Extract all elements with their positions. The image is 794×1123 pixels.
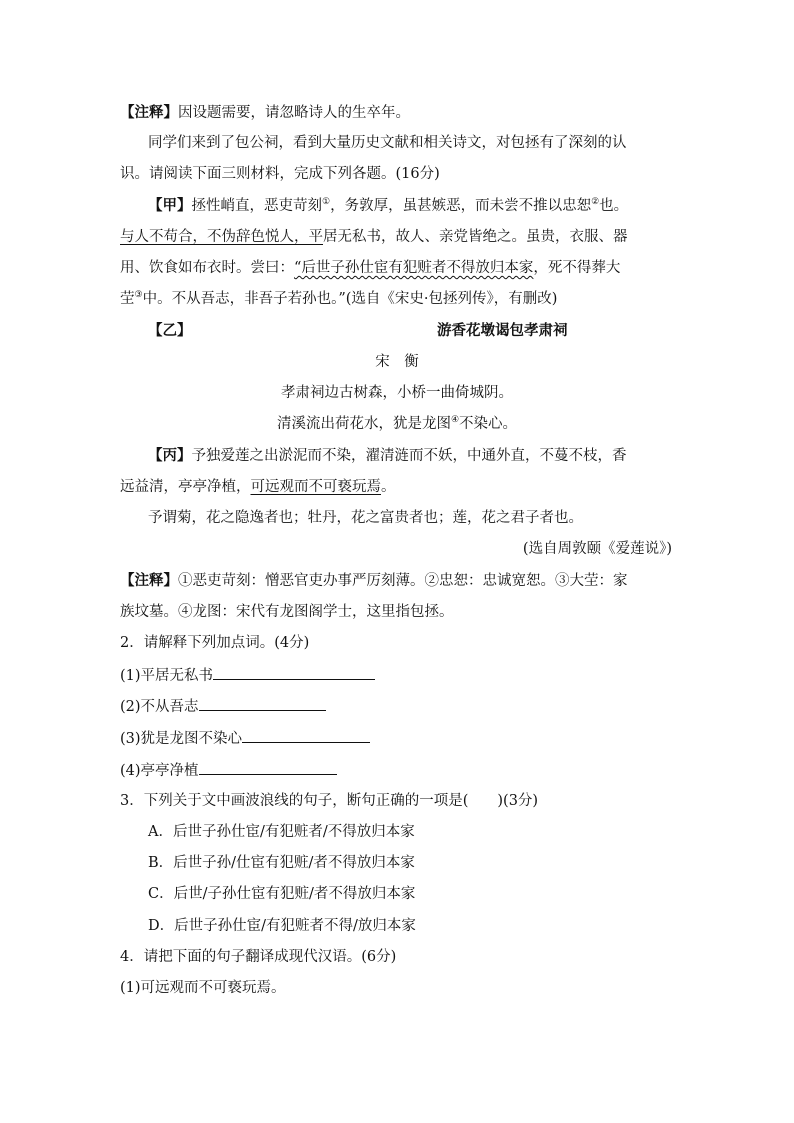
q3-option-d[interactable]: D．后世子孙仕宦/有犯赃者不得/放归本家 [148,918,416,934]
jia-text: 用、饮食如布衣时。尝曰： [120,260,294,276]
q3-option-b[interactable]: B．后世子孙/仕宦有犯赃/者不得放归本家 [148,855,415,871]
q3-option-a[interactable]: A．后世子孙仕宦/有犯赃者/不得放归本家 [148,824,415,840]
note-label: 【注释】 [120,104,178,121]
underlined-sentence: 可远观而不可亵玩焉 [250,479,381,495]
jia-text: ，务敦厚，虽甚嫉恶，而未尝不推以忠恕 [330,198,592,214]
question-3-stem: 3．下列关于文中画波浪线的句子，断句正确的一项是( )(3分) [120,793,539,809]
bing-label: 【丙】 [148,447,192,464]
q2-item-text: (4)亭亭净植 [120,763,199,779]
footnote-mark: ③ [134,290,143,301]
bing-source: (选自周敦颐《爱莲说》) [522,541,672,557]
q4-item-1: (1)可远观而不可亵玩焉。 [120,980,286,996]
jia-text: 居无私书，故人、亲党皆绝之。虽贵，衣服、器 [323,229,628,245]
footnote-mark: ② [591,197,600,208]
answer-blank[interactable] [199,696,326,711]
jia-line-4 [120,289,557,309]
bing-text: 远益清，亭亭净植， [120,479,251,495]
underlined-sentence: 与人不苟合，不伪辞色悦人，平 [120,229,323,245]
poem-text: 不染心。 [459,416,518,432]
q3-option-c[interactable]: C．后世/子孙仕宦有犯赃/者不得放归本家 [148,886,416,902]
note-bottom-line-2: 族坟墓。④龙图：宋代有龙图阁学士，这里指包拯。 [120,604,454,620]
bing-line-3: 予谓菊，花之隐逸者也；牡丹，花之富贵者也；莲，花之君子者也。 [148,510,583,526]
answer-blank[interactable] [199,760,337,775]
q2-item-3 [120,728,370,749]
intro-line-1: 同学们来到了包公祠，看到大量历史文献和相关诗文，对包拯有了深刻的认 [148,135,627,151]
q2-item-text: (3)犹是龙图不染心 [120,731,243,747]
jia-label: 【甲】 [148,197,192,214]
q2-item-4 [120,760,337,781]
note-text: ①恶吏苛刻：憎恶官吏办事严厉刻薄。②忠恕：忠诚宽恕。③大茔：家 [178,573,628,589]
note-text: 因设题需要，请忽略诗人的生卒年。 [178,105,410,121]
yi-label: 【乙】 [148,322,192,339]
poem-title: 游香花墩谒包孝肃祠 [437,322,568,339]
jia-line-2 [120,227,628,247]
answer-blank[interactable] [213,665,375,680]
jia-text: ，死不得葬大 [533,260,621,276]
bing-text: 。 [381,479,396,495]
wavy-sentence: “后世子孙仕宦有犯赃者不得放归本家 [294,260,534,276]
q2-item-2 [120,696,326,717]
bing-line-2 [120,477,396,497]
bing-text: 予独爱莲之出淤泥而不染，濯清涟而不妖，中通外直，不蔓不枝，香 [191,448,627,464]
footnote-mark: ④ [450,415,460,426]
footnote-mark: ① [322,197,331,208]
jia-text: 也。 [599,198,629,214]
q2-item-text: (2)不从吾志 [120,699,199,715]
intro-line-2: 识。请阅读下面三则材料，完成下列各题。(16分) [120,166,440,182]
poem-line-1: 孝肃祠边古树森，小桥一曲倚城阴。 [281,385,513,401]
note-bottom-line-1 [120,571,628,591]
jia-line-1 [148,196,628,216]
note-label: 【注释】 [120,572,178,589]
jia-text: 茔 [120,291,135,307]
jia-text: 中。不从吾志，非吾子若孙也。”(选自《宋史·包拯列传》，有删改) [142,291,558,307]
answer-blank[interactable] [242,728,370,743]
poem-line-2 [0,414,794,434]
poem-text: 清溪流出荷花水，犹是龙图 [276,416,451,432]
jia-text: 拯性峭直，恶吏苛刻 [191,198,322,214]
jia-line-3 [120,258,620,278]
poem-author: 宋 衡 [375,354,419,370]
question-2-stem: 2．请解释下列加点词。(4分) [120,635,310,651]
q2-item-text: (1)平居无私书 [120,668,214,684]
question-4-stem: 4．请把下面的句子翻译成现代汉语。(6分) [120,949,397,965]
note-top [120,103,410,123]
q2-item-1 [120,665,375,686]
bing-line-1 [148,446,627,466]
